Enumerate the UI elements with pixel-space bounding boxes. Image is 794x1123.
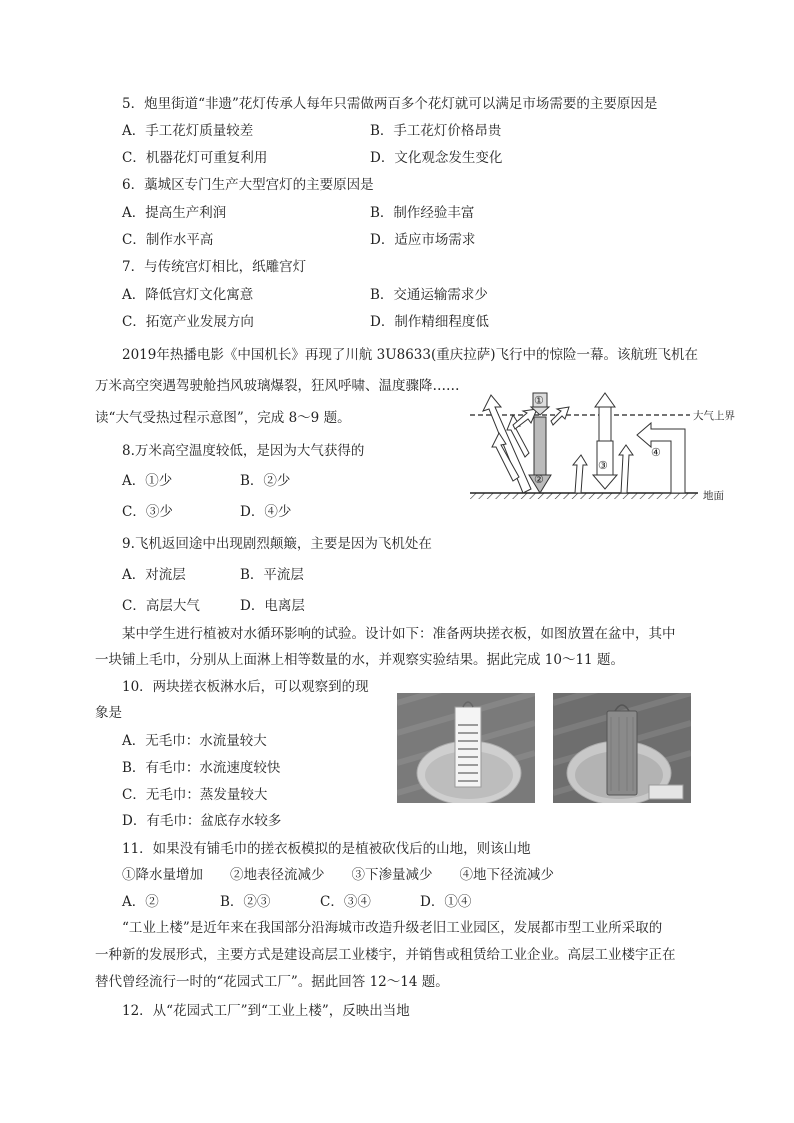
q6-stem: 6．藁城区专门生产大型宫灯的主要原因是 <box>122 177 374 193</box>
scatter-arrow <box>551 407 569 425</box>
q7-option-c: C．拓宽产业发展方向 <box>122 314 254 330</box>
passage1-line3: 读“大气受热过程示意图”，完成 8～9 题。 <box>95 410 351 426</box>
q6-option-a: A．提高生产利润 <box>122 205 227 221</box>
q11-stem: 11．如果没有铺毛巾的搓衣板模拟的是植被砍伐后的山地，则该山地 <box>122 841 531 857</box>
q10-option-b: B．有毛巾：水流速度较快 <box>122 760 281 776</box>
q6-option-b: B．制作经验丰富 <box>370 205 475 221</box>
ground-radiation-arrow <box>619 445 633 493</box>
q6-option-d: D．适应市场需求 <box>370 232 476 248</box>
q5-stem: 5．炮里街道“非遗”花灯传承人每年只需做两百多个花灯就可以满足市场需要的主要原因是 <box>122 96 658 112</box>
q8-option-b: B．②少 <box>240 473 291 489</box>
passage2-line2: 一块铺上毛巾，分别从上面淋上相等数量的水，并观察实验结果。据此完成 10～11 题。 <box>95 652 624 668</box>
q12-stem: 12．从“花园式工厂”到“工业上楼”，反映出当地 <box>122 1003 410 1019</box>
q9-stem: 9.飞机返回途中出现剧烈颠簸，主要是因为飞机处在 <box>122 536 432 552</box>
q9-option-d: D．电离层 <box>240 598 305 614</box>
passage2-line1: 某中学生进行植被对水循环影响的试验。设计如下：准备两块搓衣板，如图放置在盆中，其中 <box>122 626 676 642</box>
passage3-line3: 替代曾经流行一时的“花园式工厂”。据此回答 12～14 题。 <box>95 974 449 990</box>
passage1-line1: 2019年热播电影《中国机长》再现了川航 3U8633(重庆拉萨)飞行中的惊险一幕。该航班飞机在 <box>122 347 699 363</box>
q10-option-a: A．无毛巾：水流量较大 <box>122 733 267 749</box>
washboard-photo-no-towel <box>397 693 535 803</box>
marker-2: ② <box>534 473 544 486</box>
q9-option-c: C．高层大气 <box>122 598 200 614</box>
q11-option-a: A．② <box>122 894 159 910</box>
ground-label: 地面 <box>703 490 724 502</box>
q9-option-b: B．平流层 <box>240 567 304 583</box>
q10-stem-cont: 象是 <box>95 705 122 721</box>
q10-stem: 10．两块搓衣板淋水后，可以观察到的现 <box>122 679 369 695</box>
q8-option-c: C．③少 <box>122 504 173 520</box>
marker-3: ③ <box>598 459 608 472</box>
passage3-line2: 一种新的发展形式，主要方式是建设高层工业楼宇，并销售或租赁给工业企业。高层工业楼宇正在 <box>95 947 676 963</box>
passage1-line2: 万米高空突遇驾驶舱挡风玻璃爆裂，狂风呼啸、温度骤降…… <box>95 378 460 394</box>
q7-option-d: D．制作精细程度低 <box>370 314 489 330</box>
q7-option-a: A．降低宫灯文化寓意 <box>122 287 254 303</box>
passage3-line1: “工业上楼”是近年来在我国部分沿海城市改造升级老旧工业园区，发展都市型工业所采取的 <box>122 920 663 936</box>
reflected-radiation-arrows <box>483 395 531 493</box>
q10-option-d: D．有毛巾：盆底存水较多 <box>122 813 282 829</box>
marker-1: ① <box>534 394 544 407</box>
scatter-arrow <box>513 409 537 429</box>
q11-option-d: D．①④ <box>420 894 472 910</box>
q11-items: ①降水量增加 ②地表径流减少 ③下渗量减少 ④地下径流减少 <box>122 867 554 883</box>
q11-option-c: C．③④ <box>320 894 371 910</box>
atmosphere-heating-diagram <box>465 385 755 510</box>
ground-radiation-arrow <box>573 455 587 493</box>
ground-hatch <box>470 493 698 499</box>
q8-option-a: A．①少 <box>122 473 173 489</box>
marker-4: ④ <box>651 446 661 459</box>
q6-option-c: C．制作水平高 <box>122 232 214 248</box>
atmosphere-boundary-label: 大气上界 <box>693 410 735 422</box>
q5-option-a: A．手工花灯质量较差 <box>122 123 254 139</box>
q9-option-a: A．对流层 <box>122 567 186 583</box>
outgoing-radiation-arrow <box>595 393 615 441</box>
q10-option-c: C．无毛巾：蒸发量较大 <box>122 787 268 803</box>
q8-option-d: D．④少 <box>240 504 292 520</box>
q5-option-b: B．手工花灯价格昂贵 <box>370 123 502 139</box>
ground-radiation-absorbed-arrow <box>637 423 685 493</box>
q5-option-c: C．机器花灯可重复利用 <box>122 150 268 166</box>
q7-stem: 7．与传统宫灯相比，纸雕宫灯 <box>122 259 307 275</box>
q11-option-b: B．②③ <box>220 894 271 910</box>
washboard-photo-with-towel <box>553 693 691 803</box>
q8-stem: 8.万米高空温度较低，是因为大气获得的 <box>122 443 365 459</box>
q5-option-d: D．文化观念发生变化 <box>370 150 503 166</box>
q7-option-b: B．交通运输需求少 <box>370 287 488 303</box>
